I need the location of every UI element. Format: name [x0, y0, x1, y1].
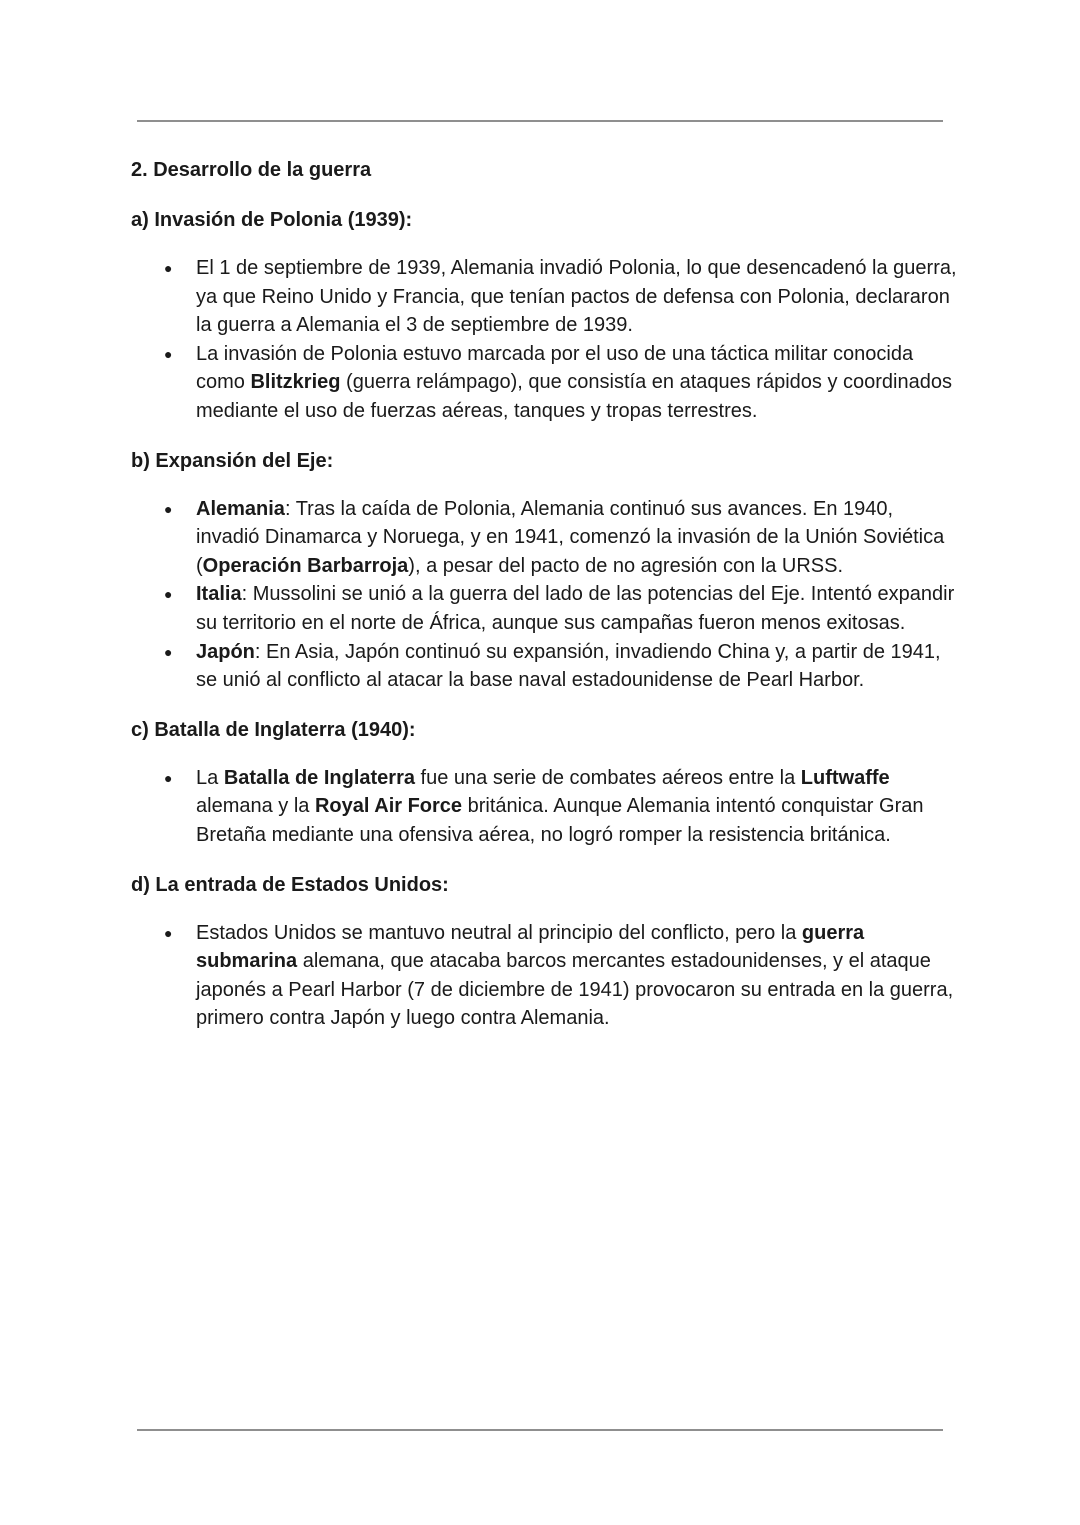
bullet-icon: ●: [164, 586, 173, 603]
top-divider: [137, 120, 943, 122]
bullet-list: [131, 254, 961, 426]
bullet-list: [131, 919, 961, 1033]
list-item: ● La Batalla de Inglaterra fue una serie de combates aéreos entre la Luftwaffe alemana y la Royal Air Force británica. Aunque Alemania intentó conquistar Gran Bretaña mediante una ofensiva aérea, no logró romper la resistencia británica.: [196, 764, 961, 850]
subsection-heading: d) La entrada de Estados Unidos:: [131, 873, 449, 896]
bullet-list: [131, 764, 961, 850]
bullet-icon: ●: [164, 769, 173, 786]
document-body: [131, 154, 961, 1052]
subsection-invasion-polonia: [131, 204, 961, 426]
subsection-expansion-eje: [131, 445, 961, 695]
list-item: ● La invasión de Polonia estuvo marcada por el uso de una táctica militar conocida como Blitzkrieg (guerra relámpago), que consistía en ataques rápidos y coordinados mediante el uso de fuerzas aéreas, tanques y tropas terrestres.: [196, 340, 961, 426]
list-item: ● Italia: Mussolini se unió a la guerra del lado de las potencias del Eje. Intentó expandir su territorio en el norte de África, aunque sus campañas fueron menos exitosas.: [196, 580, 961, 637]
bullet-icon: ●: [164, 924, 173, 941]
list-item: ● El 1 de septiembre de 1939, Alemania invadió Polonia, lo que desencadenó la guerra, ya que Reino Unido y Francia, que tenían pactos de defensa con Polonia, declararon la guerra a Alemania el 3 de septiembre de 1939.: [196, 254, 961, 340]
bullet-icon: ●: [164, 260, 173, 276]
section-title: 2. Desarrollo de la guerra: [131, 159, 372, 181]
subsection-entrada-estados-unidos: [131, 869, 961, 1033]
bullet-icon: ●: [164, 500, 173, 517]
subsection-heading: a) Invasión de Polonia (1939):: [131, 209, 413, 231]
list-item: ● Japón: En Asia, Japón continuó su expansión, invadiendo China y, a partir de 1941, se unió al conflicto al atacar la base naval estadounidense de Pearl Harbor.: [196, 638, 961, 695]
subsection-heading: c) Batalla de Inglaterra (1940):: [131, 718, 416, 741]
list-item: ● Estados Unidos se mantuvo neutral al principio del conflicto, pero la guerra submarina alemana, que atacaba barcos mercantes estadounidenses, y el ataque japonés a Pearl Harbor (7 de diciembre de 1941) provocaron su entrada en la guerra, primero contra Japón y luego contra Alemania.: [196, 919, 961, 1033]
list-item: ● Alemania: Tras la caída de Polonia, Alemania continuó sus avances. En 1940, invadió Dinamarca y Noruega, y en 1941, comenzó la invasión de la Unión Soviética (Operación Barbarroja), a pesar del pacto de no agresión con la URSS.: [196, 495, 961, 581]
bullet-icon: ●: [164, 345, 173, 362]
bullet-list: [131, 495, 961, 695]
subsection-batalla-inglaterra: [131, 714, 961, 850]
bullet-icon: ●: [164, 643, 173, 660]
bottom-divider: [137, 1429, 943, 1431]
subsection-heading: b) Expansión del Eje:: [131, 449, 334, 472]
